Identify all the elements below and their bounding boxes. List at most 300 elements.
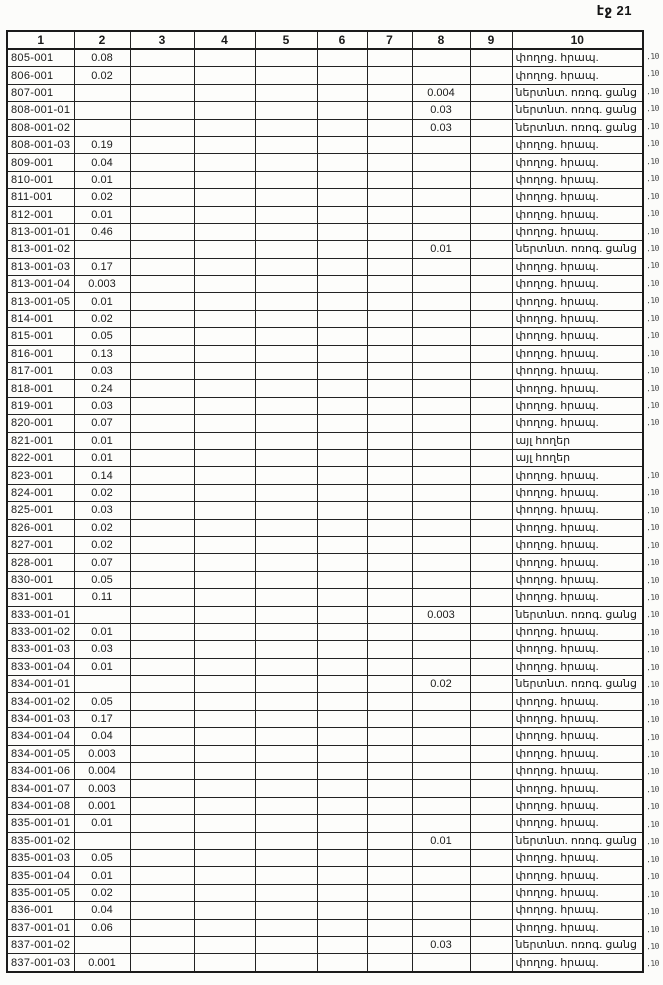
cell-empty: [470, 49, 512, 67]
cell-area-col2: 0.07: [74, 415, 130, 432]
cell-empty: [194, 502, 255, 519]
cell-area-col2: [74, 832, 130, 849]
cell-parcel-id: 834-001-02: [7, 693, 74, 710]
cell-empty: [255, 189, 317, 206]
cell-empty: [367, 919, 412, 936]
cell-empty: [130, 641, 194, 658]
cell-empty: [130, 206, 194, 223]
cell-land-use: փողոց. հրապ.: [512, 884, 643, 901]
cell-empty: [367, 258, 412, 275]
cell-parcel-id: 837-001-01: [7, 919, 74, 936]
cell-empty: [367, 432, 412, 449]
cell-area-col2: 0.001: [74, 954, 130, 972]
cell-area-col2: 0.03: [74, 641, 130, 658]
table-row: [7, 154, 643, 171]
cell-parcel-id: 806-001: [7, 67, 74, 84]
cell-empty: [255, 936, 317, 953]
cell-empty: [317, 449, 367, 466]
margin-mark: .10: [645, 104, 660, 114]
margin-mark: .10: [645, 627, 660, 638]
cell-empty: [255, 606, 317, 623]
cell-empty: [317, 276, 367, 293]
cell-empty: [470, 797, 512, 814]
cell-empty: [470, 710, 512, 727]
cell-land-use: փողոց. հրապ.: [512, 780, 643, 797]
cell-empty: [367, 310, 412, 327]
table-row: [7, 119, 643, 136]
cell-empty: [367, 467, 412, 484]
cell-area-col8: [412, 849, 470, 866]
cell-area-col2: 0.02: [74, 519, 130, 536]
cell-area-col2: 0.03: [74, 363, 130, 380]
cell-empty: [130, 571, 194, 588]
cell-empty: [367, 397, 412, 414]
table-row: [7, 328, 643, 345]
cell-empty: [470, 206, 512, 223]
cell-empty: [255, 154, 317, 171]
cell-empty: [367, 154, 412, 171]
cell-empty: [367, 884, 412, 901]
margin-mark: .10: [645, 487, 660, 498]
cell-empty: [255, 710, 317, 727]
cell-empty: [194, 693, 255, 710]
cell-empty: [367, 849, 412, 866]
cell-land-use: փողոց. հրապ.: [512, 554, 643, 571]
cell-land-use: փողոց. հրապ.: [512, 258, 643, 275]
cell-empty: [255, 623, 317, 640]
cell-parcel-id: 822-001: [7, 449, 74, 466]
cell-empty: [317, 102, 367, 119]
cell-empty: [194, 102, 255, 119]
cell-empty: [470, 363, 512, 380]
cell-land-use: ներտնտ. ոռոգ. ցանց: [512, 119, 643, 136]
table-row: [7, 536, 643, 553]
cell-empty: [317, 710, 367, 727]
cell-empty: [317, 884, 367, 901]
cell-empty: [194, 710, 255, 727]
cell-area-col2: 0.02: [74, 310, 130, 327]
cell-parcel-id: 813-001-02: [7, 241, 74, 258]
cell-parcel-id: 825-001: [7, 502, 74, 519]
table-row: [7, 432, 643, 449]
column-header: 3: [130, 31, 194, 49]
table-row: [7, 554, 643, 571]
cell-empty: [255, 484, 317, 501]
cell-empty: [255, 310, 317, 327]
table-row: [7, 102, 643, 119]
cell-empty: [367, 954, 412, 972]
cell-empty: [470, 241, 512, 258]
cell-empty: [470, 136, 512, 153]
cell-empty: [470, 641, 512, 658]
cell-empty: [317, 415, 367, 432]
cell-empty: [194, 328, 255, 345]
cell-empty: [255, 223, 317, 240]
cell-parcel-id: 834-001-08: [7, 797, 74, 814]
cell-empty: [255, 641, 317, 658]
cell-empty: [317, 763, 367, 780]
cell-empty: [194, 345, 255, 362]
cell-empty: [194, 658, 255, 675]
cell-area-col8: [412, 49, 470, 67]
cell-parcel-id: 833-001-03: [7, 641, 74, 658]
margin-mark: .10: [645, 173, 660, 184]
cell-area-col2: 0.02: [74, 189, 130, 206]
cell-empty: [367, 780, 412, 797]
cell-parcel-id: 834-001-03: [7, 710, 74, 727]
cell-land-use: փողոց. հրապ.: [512, 745, 643, 762]
cell-area-col8: [412, 693, 470, 710]
cell-empty: [194, 884, 255, 901]
cell-land-use: փողոց. հրապ.: [512, 223, 643, 240]
cell-area-col8: [412, 380, 470, 397]
table-row: [7, 136, 643, 153]
cell-empty: [470, 780, 512, 797]
cell-empty: [317, 328, 367, 345]
cell-area-col2: 0.02: [74, 884, 130, 901]
cell-empty: [317, 363, 367, 380]
cell-empty: [317, 397, 367, 414]
cell-empty: [470, 258, 512, 275]
margin-mark: .10: [645, 871, 660, 882]
page-number-label: էջ 21: [596, 3, 632, 18]
margin-mark: .10: [645, 889, 660, 899]
cell-empty: [317, 815, 367, 832]
cell-area-col8: [412, 293, 470, 310]
cell-empty: [130, 763, 194, 780]
cell-empty: [317, 728, 367, 745]
table-row: [7, 902, 643, 919]
cell-empty: [255, 293, 317, 310]
cell-empty: [317, 49, 367, 67]
cell-empty: [194, 241, 255, 258]
cell-empty: [367, 484, 412, 501]
margin-mark: .10: [645, 784, 660, 795]
cell-empty: [194, 832, 255, 849]
cell-empty: [317, 606, 367, 623]
cell-empty: [130, 606, 194, 623]
cell-land-use: փողոց. հրապ.: [512, 815, 643, 832]
cell-empty: [255, 554, 317, 571]
cell-empty: [367, 67, 412, 84]
cell-empty: [255, 849, 317, 866]
cell-empty: [255, 432, 317, 449]
cell-parcel-id: 833-001-02: [7, 623, 74, 640]
cell-empty: [317, 623, 367, 640]
cell-area-col8: [412, 328, 470, 345]
cell-parcel-id: 805-001: [7, 49, 74, 67]
table-row: [7, 745, 643, 762]
cell-empty: [470, 867, 512, 884]
cell-empty: [130, 293, 194, 310]
table-row: [7, 449, 643, 466]
cell-empty: [470, 484, 512, 501]
cell-empty: [194, 258, 255, 275]
cell-empty: [367, 223, 412, 240]
cell-empty: [255, 867, 317, 884]
margin-mark: .10: [645, 679, 660, 690]
cell-empty: [130, 954, 194, 972]
cell-land-use: փողոց. հրապ.: [512, 693, 643, 710]
margin-mark: .10: [645, 662, 660, 673]
cell-area-col8: [412, 658, 470, 675]
cell-area-col2: 0.03: [74, 502, 130, 519]
cell-empty: [317, 832, 367, 849]
cell-area-col8: [412, 467, 470, 484]
cell-empty: [255, 658, 317, 675]
cell-empty: [194, 554, 255, 571]
cell-empty: [367, 623, 412, 640]
cell-empty: [317, 902, 367, 919]
cell-parcel-id: 812-001: [7, 206, 74, 223]
cell-parcel-id: 808-001-02: [7, 119, 74, 136]
cell-empty: [470, 954, 512, 972]
cell-empty: [255, 241, 317, 258]
cell-empty: [255, 84, 317, 101]
cell-empty: [130, 171, 194, 188]
cell-area-col2: 0.01: [74, 171, 130, 188]
table-row: [7, 728, 643, 745]
margin-mark: .10: [645, 330, 660, 341]
cell-land-use: փողոց. հրապ.: [512, 136, 643, 153]
cell-empty: [317, 641, 367, 658]
table-row: [7, 345, 643, 362]
cell-land-use: ներտնտ. ոռոգ. ցանց: [512, 606, 643, 623]
cell-empty: [194, 745, 255, 762]
cell-land-use: ներտնտ. ոռոգ. ցանց: [512, 936, 643, 953]
cell-empty: [194, 49, 255, 67]
cell-area-col2: 0.04: [74, 154, 130, 171]
table-row: [7, 484, 643, 501]
cell-parcel-id: 810-001: [7, 171, 74, 188]
margin-mark: .10: [645, 86, 660, 97]
cell-empty: [130, 502, 194, 519]
cell-empty: [194, 763, 255, 780]
cell-empty: [367, 554, 412, 571]
cell-area-col2: 0.08: [74, 49, 130, 67]
cell-empty: [130, 67, 194, 84]
cell-empty: [470, 919, 512, 936]
cell-empty: [470, 902, 512, 919]
cell-land-use: փողոց. հրապ.: [512, 415, 643, 432]
cell-empty: [130, 432, 194, 449]
cell-empty: [255, 763, 317, 780]
cell-area-col2: [74, 676, 130, 693]
cell-empty: [470, 449, 512, 466]
cell-area-col2: 0.05: [74, 328, 130, 345]
cell-land-use: փողոց. հրապ.: [512, 589, 643, 606]
cell-empty: [130, 467, 194, 484]
table-row: [7, 658, 643, 675]
cell-empty: [130, 241, 194, 258]
cell-area-col2: 0.01: [74, 867, 130, 884]
margin-mark: .10: [645, 575, 660, 585]
cell-empty: [470, 571, 512, 588]
cell-empty: [255, 728, 317, 745]
cell-empty: [317, 206, 367, 223]
table-row: [7, 49, 643, 67]
table-row: [7, 67, 643, 84]
cell-empty: [255, 832, 317, 849]
cell-land-use: փողոց. հրապ.: [512, 658, 643, 675]
cell-parcel-id: 834-001-06: [7, 763, 74, 780]
table-row: [7, 189, 643, 206]
cell-empty: [130, 136, 194, 153]
cell-empty: [317, 432, 367, 449]
cell-parcel-id: 830-001: [7, 571, 74, 588]
cell-area-col2: 0.17: [74, 258, 130, 275]
cell-empty: [255, 258, 317, 275]
cell-area-col2: 0.003: [74, 745, 130, 762]
cell-empty: [317, 676, 367, 693]
cell-land-use: փողոց. հրապ.: [512, 641, 643, 658]
cell-empty: [470, 84, 512, 101]
cell-empty: [130, 119, 194, 136]
margin-mark: .10: [645, 749, 660, 760]
table-header-row: [7, 31, 643, 49]
margin-mark: .10: [645, 226, 660, 236]
cell-empty: [194, 449, 255, 466]
cell-empty: [317, 119, 367, 136]
table-row: [7, 919, 643, 936]
cell-empty: [470, 606, 512, 623]
column-header: 10: [512, 31, 643, 49]
margin-mark: .10: [645, 156, 660, 167]
cell-empty: [470, 745, 512, 762]
cell-land-use: փողոց. հրապ.: [512, 763, 643, 780]
table-row: [7, 954, 643, 972]
cell-area-col8: [412, 189, 470, 206]
cell-empty: [255, 136, 317, 153]
cell-empty: [470, 397, 512, 414]
cell-empty: [317, 554, 367, 571]
cell-empty: [255, 49, 317, 67]
margin-mark: .10: [645, 191, 660, 201]
cell-land-use: փողոց. հրապ.: [512, 867, 643, 884]
cell-empty: [130, 276, 194, 293]
margin-mark: .10: [645, 383, 660, 393]
cell-area-col8: [412, 884, 470, 901]
cell-empty: [317, 67, 367, 84]
cell-land-use: այլ հողեր: [512, 449, 643, 466]
cell-empty: [470, 467, 512, 484]
cell-parcel-id: 837-001-03: [7, 954, 74, 972]
cell-empty: [367, 710, 412, 727]
cell-parcel-id: 807-001: [7, 84, 74, 101]
table-row: [7, 780, 643, 797]
cell-area-col2: 0.003: [74, 780, 130, 797]
cell-parcel-id: 818-001: [7, 380, 74, 397]
cell-empty: [194, 954, 255, 972]
cell-empty: [367, 380, 412, 397]
cell-empty: [194, 380, 255, 397]
cell-empty: [255, 345, 317, 362]
cell-empty: [130, 310, 194, 327]
cell-empty: [130, 415, 194, 432]
cell-empty: [130, 154, 194, 171]
cell-empty: [194, 84, 255, 101]
cell-empty: [194, 363, 255, 380]
cell-empty: [470, 293, 512, 310]
cell-area-col2: 0.19: [74, 136, 130, 153]
cell-empty: [255, 67, 317, 84]
cell-empty: [367, 832, 412, 849]
cell-empty: [317, 693, 367, 710]
cell-empty: [317, 189, 367, 206]
table-row: [7, 171, 643, 188]
cell-area-col8: [412, 919, 470, 936]
cell-parcel-id: 834-001-01: [7, 676, 74, 693]
cell-area-col8: [412, 710, 470, 727]
cell-area-col2: 0.13: [74, 345, 130, 362]
scanned-data-table: [6, 30, 644, 973]
column-header: 2: [74, 31, 130, 49]
margin-mark: .10: [645, 261, 660, 271]
cell-empty: [194, 171, 255, 188]
cell-parcel-id: 835-001-03: [7, 849, 74, 866]
cell-empty: [130, 710, 194, 727]
cell-empty: [130, 728, 194, 745]
cell-empty: [470, 432, 512, 449]
cell-parcel-id: 835-001-05: [7, 884, 74, 901]
cell-empty: [255, 397, 317, 414]
cell-empty: [470, 345, 512, 362]
cell-empty: [130, 936, 194, 953]
cell-parcel-id: 813-001-04: [7, 276, 74, 293]
cell-area-col2: 0.03: [74, 397, 130, 414]
cell-empty: [255, 884, 317, 901]
table-row: [7, 363, 643, 380]
table-row: [7, 936, 643, 953]
cell-empty: [255, 467, 317, 484]
column-header: 4: [194, 31, 255, 49]
cell-empty: [255, 276, 317, 293]
cell-empty: [194, 623, 255, 640]
cell-empty: [194, 119, 255, 136]
cell-parcel-id: 831-001: [7, 589, 74, 606]
cell-area-col8: [412, 206, 470, 223]
cell-area-col8: [412, 136, 470, 153]
cell-empty: [130, 745, 194, 762]
margin-mark: .10: [645, 208, 660, 219]
cell-empty: [130, 797, 194, 814]
cell-parcel-id: 819-001: [7, 397, 74, 414]
cell-empty: [367, 119, 412, 136]
cell-empty: [470, 676, 512, 693]
table-row: [7, 815, 643, 832]
cell-land-use: փողոց. հրապ.: [512, 310, 643, 327]
cell-area-col8: 0.02: [412, 676, 470, 693]
cell-empty: [194, 293, 255, 310]
cell-area-col8: [412, 258, 470, 275]
table-row: [7, 84, 643, 101]
cell-empty: [255, 415, 317, 432]
margin-mark: .10: [645, 906, 660, 917]
cell-area-col2: 0.01: [74, 432, 130, 449]
column-header: 9: [470, 31, 512, 49]
cell-area-col8: [412, 728, 470, 745]
cell-area-col8: [412, 867, 470, 884]
cell-parcel-id: 835-001-04: [7, 867, 74, 884]
cell-area-col8: [412, 954, 470, 972]
cell-empty: [194, 206, 255, 223]
cell-area-col2: 0.003: [74, 276, 130, 293]
cell-empty: [317, 293, 367, 310]
table-row: [7, 258, 643, 275]
cell-land-use: փողոց. հրապ.: [512, 467, 643, 484]
cell-empty: [255, 363, 317, 380]
cell-empty: [367, 693, 412, 710]
